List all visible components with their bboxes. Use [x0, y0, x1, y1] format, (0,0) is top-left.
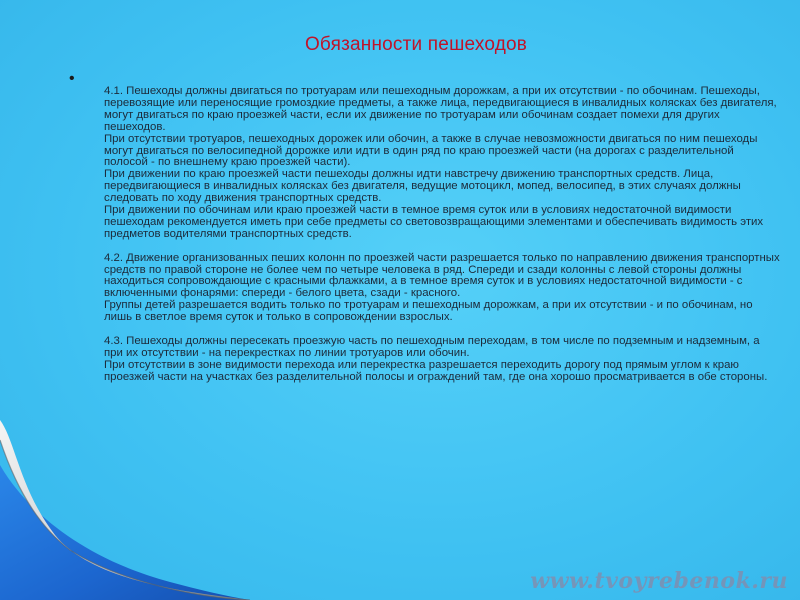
paragraph: При движении по обочинам или краю проезжей части в темное время суток или в условиях недостаточной видимости пешеходам рекомендуется иметь при себе предметы со световозвращающими элементами и обеспечивать видимость этих предметов водителями транспортных средств.	[104, 204, 764, 240]
curl-blue-shape	[0, 465, 250, 600]
paragraph: Группы детей разрешается водить только по тротуарам и пешеходным дорожкам, а при их отсутствии - и по обочинам, но лишь в светлое время суток и только в сопровождении взрослых.	[104, 299, 753, 324]
paragraph: При движении по краю проезжей части пешеходы должны идти навстречу движению транспортных средств. Лица, передвигающиеся в инвалидных колясках без двигателя, ведущие мотоцикл, мопед, велосипед, в этих случаях должны следовать по ходу движения транспортных средств.	[104, 168, 741, 205]
bullet-marker: •	[69, 70, 75, 87]
paragraph: 4.1. Пешеходы должны двигаться по тротуарам или пешеходным дорожкам, а при их отсутствии - по обочинам. Пешеходы, перевозящие или переносящие громоздкие предметы, а также лица, передвигающиеся в инвалидных колясках без двигателя, могут двигаться по краю проезжей части, если их движение по тротуарам или обочинам создает помехи для других пешеходов.	[104, 85, 777, 133]
paragraph: 4.2. Движение организованных пеших колонн по проезжей части разрешается только по направлению движения транспортных средств по правой стороне не более чем по четыре человека в ряд. Спереди и сзади колонны с левой стороны должны находиться сопровождающие с красными флажками, а в темное время суток и в условиях недостаточной видимости - с включенными фонарями: спереди - белого цвета, сзади - красного.	[104, 251, 780, 300]
site-watermark: www.tvoyrebenok.ru	[530, 568, 788, 594]
page-curl-decoration	[0, 350, 250, 600]
slide-body	[104, 86, 780, 384]
slide-title: Обязанности пешеходов	[304, 34, 528, 55]
paragraph-gap	[104, 241, 780, 253]
paragraph: При отсутствии тротуаров, пешеходных дорожек или обочин, а также в случае невозможности двигаться по ним пешеходы могут двигаться по велосипедной дорожке или идти в один ряд по краю проезжей части (на дорогах с разделительной полосой - по внешнему краю проезжей части).	[104, 132, 758, 169]
paragraph: При отсутствии в зоне видимости перехода или перекрестка разрешается переходить дорогу под прямым углом к краю проезжей части на участках без разделительной полосы и ограждений там, где она хорошо просматривается в обе стороны.	[104, 358, 768, 383]
paragraph: 4.3. Пешеходы должны пересекать проезжую часть по пешеходным переходам, в том числе по подземным и надземным, а при их отсутствии - на перекрестках по линии тротуаров или обочин.	[104, 335, 760, 359]
